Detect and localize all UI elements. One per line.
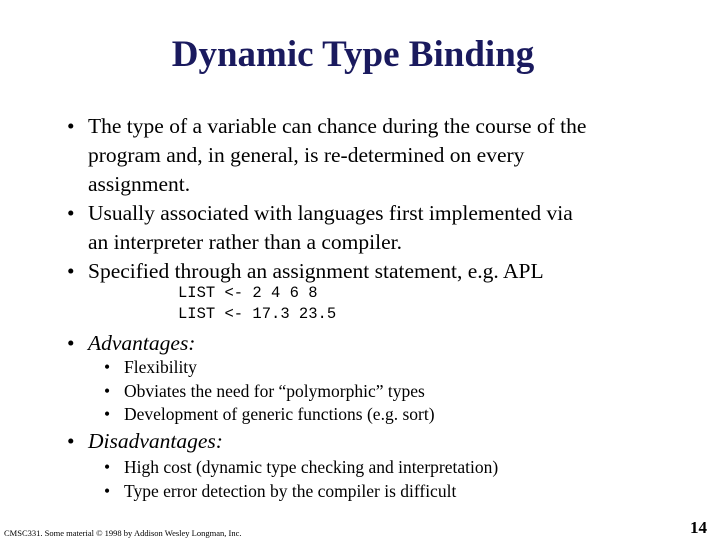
bullet-marker: • — [104, 381, 111, 401]
bullet-text — [88, 112, 688, 199]
bullet-line: Specified through an assignment statement, e.g. APL — [88, 259, 544, 283]
bullet-marker: • — [67, 429, 75, 453]
advantages-heading: Advantages: — [88, 331, 196, 355]
code-line: LIST <- 17.3 23.5 — [178, 305, 337, 323]
bullet-line: an interpreter rather than a compiler. — [88, 230, 402, 254]
bullet-marker: • — [67, 201, 75, 225]
bullet-line: program and, in general, is re-determined on every — [88, 143, 525, 167]
page-number: 14 — [690, 518, 707, 537]
advantage-text: Development of generic functions (e.g. sort) — [124, 404, 435, 424]
slide-footer: CMSC331. Some material © 1998 by Addison Wesley Longman, Inc. — [4, 528, 242, 538]
disadvantage-text: Type error detection by the compiler is difficult — [124, 481, 457, 501]
code-line: LIST <- 2 4 6 8 — [178, 284, 318, 302]
bullet-text — [88, 199, 688, 257]
bullet-marker: • — [67, 114, 75, 138]
bullet-marker: • — [104, 457, 111, 477]
bullet-line: The type of a variable can chance during the course of the — [88, 114, 587, 138]
bullet-marker: • — [104, 404, 111, 424]
bullet-marker: • — [67, 259, 75, 283]
disadvantage-text: High cost (dynamic type checking and interpretation) — [124, 457, 499, 477]
bullet-marker: • — [104, 481, 111, 501]
bullet-marker: • — [104, 357, 111, 377]
bullet-text — [88, 257, 688, 286]
advantage-text: Obviates the need for “polymorphic” types — [124, 381, 425, 401]
advantage-text: Flexibility — [124, 357, 197, 377]
slide-title: Dynamic Type Binding — [171, 34, 535, 75]
bullet-marker: • — [67, 331, 75, 355]
bullet-line: assignment. — [88, 172, 191, 196]
disadvantages-heading: Disadvantages: — [88, 429, 223, 453]
bullet-line: Usually associated with languages first implemented via — [88, 201, 573, 225]
